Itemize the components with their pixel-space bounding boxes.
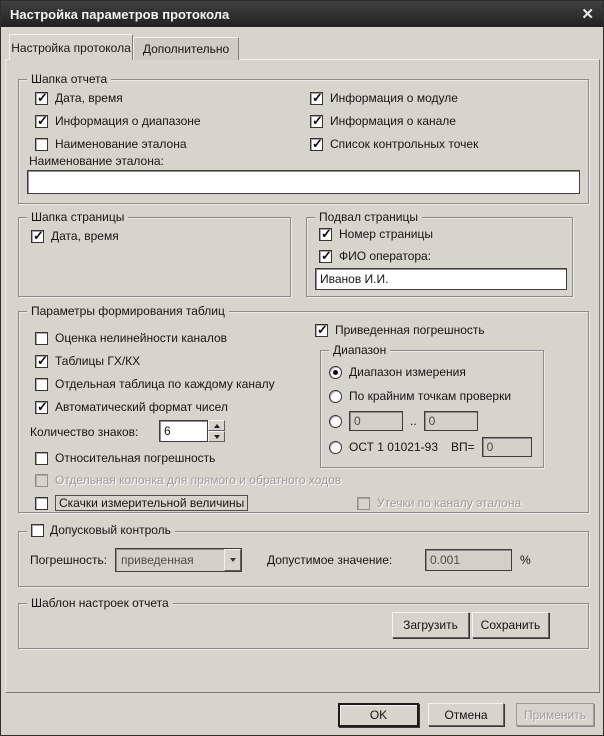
report-header-group	[18, 72, 589, 204]
group-legend: Подвал страницы	[315, 210, 422, 224]
group-legend: Параметры формирования таблиц	[27, 304, 229, 318]
tab-label: Дополнительно	[142, 42, 230, 56]
save-button[interactable]	[472, 612, 549, 638]
checkbox-etalon-leaks	[357, 495, 521, 511]
checkbox-date-time[interactable]	[35, 90, 123, 106]
checkbox-unchecked-icon	[35, 474, 48, 487]
tab-label: Настройка протокола	[11, 40, 131, 55]
error-type-label: Погрешность:	[30, 553, 108, 567]
checkbox-unchecked-icon	[35, 452, 48, 465]
allowed-value-input[interactable]	[425, 549, 512, 571]
checkbox-relative-error[interactable]	[35, 450, 215, 466]
etalon-name-label: Наименование эталона:	[29, 154, 164, 168]
checkbox-control-points[interactable]	[310, 136, 478, 152]
radio-label: ОСТ 1 01021-93	[349, 440, 438, 454]
tolerance-control-group	[18, 523, 589, 587]
checkbox-range-info[interactable]	[35, 113, 201, 129]
checkbox-checked-icon	[35, 355, 48, 368]
ok-button[interactable]	[338, 703, 419, 727]
cancel-button[interactable]	[428, 703, 504, 726]
radio-ost-standard[interactable]	[329, 437, 532, 457]
checkbox-checked-icon	[319, 250, 332, 263]
checkbox-label: Информация о модуле	[330, 91, 458, 105]
checkbox-checked-icon	[319, 228, 332, 241]
checkbox-label: Дата, время	[51, 229, 119, 243]
checkbox-label: Автоматический формат чисел	[55, 400, 228, 414]
checkbox-checked-icon	[310, 138, 323, 151]
digits-count-input[interactable]	[159, 420, 208, 442]
checkbox-checked-icon	[310, 92, 323, 105]
vp-input[interactable]	[482, 437, 532, 457]
tab-additional[interactable]	[133, 37, 239, 60]
radio-extreme-points[interactable]	[329, 388, 511, 404]
checkbox-reduced-error[interactable]	[315, 322, 485, 338]
button-label: OK	[369, 708, 388, 722]
etalon-name-input[interactable]	[27, 170, 580, 194]
window-title: Настройка параметров протокола	[10, 6, 230, 22]
title-bar	[1, 1, 603, 27]
button-label: Применить	[523, 707, 586, 722]
checkbox-label: Номер страницы	[339, 227, 433, 241]
selected-option-label: приведенная	[121, 553, 194, 567]
checkbox-separate-column	[35, 472, 341, 488]
checkbox-checked-icon	[35, 115, 48, 128]
checkbox-label: Информация о диапазоне	[55, 114, 201, 128]
spin-down-icon[interactable]	[208, 431, 225, 442]
checkbox-label: Отдельная таблица по каждому каналу	[55, 377, 275, 391]
checkbox-label: Отдельная колонка для прямого и обратного ходов	[55, 473, 342, 487]
checkbox-unchecked-icon	[35, 138, 48, 151]
report-template-group	[18, 596, 589, 649]
radio-unselected-icon	[329, 441, 342, 454]
checkbox-page-number[interactable]	[319, 226, 433, 242]
checkbox-label: Наименование эталона	[55, 137, 187, 151]
percent-label: %	[520, 553, 531, 567]
radio-custom-range[interactable]	[329, 411, 478, 431]
range-to-input[interactable]	[424, 411, 478, 431]
dropdown-arrow-icon[interactable]	[224, 549, 241, 571]
checkbox-label: ФИО оператора:	[339, 249, 432, 263]
allowed-value-label: Допустимое значение:	[267, 553, 393, 567]
checkbox-label: Скачки измерительной величины	[55, 495, 248, 511]
checkbox-module-info[interactable]	[310, 90, 458, 106]
digits-count-label: Количество знаков:	[30, 425, 139, 439]
checkbox-checked-icon	[31, 230, 44, 243]
digits-count-stepper	[159, 420, 225, 442]
checkbox-checked-icon	[315, 324, 328, 337]
checkbox-label: Относительная погрешность	[55, 451, 216, 465]
checkbox-unchecked-icon	[35, 332, 48, 345]
page-footer-group	[306, 210, 573, 297]
close-icon[interactable]: ✕	[581, 5, 594, 23]
checkbox-label: Допусковый контроль	[50, 523, 171, 537]
radio-unselected-icon	[329, 415, 342, 428]
checkbox-checked-icon	[35, 401, 48, 414]
checkbox-unchecked-icon	[35, 378, 48, 391]
checkbox-unchecked-icon	[31, 524, 44, 537]
group-legend: Диапазон	[329, 343, 390, 357]
checkbox-channel-info[interactable]	[310, 113, 456, 129]
radio-label: По крайним точкам проверки	[349, 389, 512, 403]
radio-measure-range[interactable]	[329, 364, 466, 380]
range-from-input[interactable]	[349, 411, 403, 431]
range-dots-label: ..	[410, 414, 417, 428]
checkbox-tolerance-control[interactable]	[27, 523, 175, 537]
checkbox-checked-icon	[310, 115, 323, 128]
checkbox-unchecked-icon	[35, 497, 48, 510]
radio-label: Диапазон измерения	[349, 365, 466, 379]
checkbox-measure-jumps[interactable]	[35, 495, 248, 511]
checkbox-etalon-name[interactable]	[35, 136, 187, 152]
checkbox-auto-number-format[interactable]	[35, 399, 228, 415]
checkbox-checked-icon	[35, 92, 48, 105]
checkbox-nonlinearity[interactable]	[35, 330, 227, 346]
checkbox-label: Утечки по каналу эталона	[377, 496, 522, 510]
group-legend: Шаблон настроек отчета	[27, 596, 173, 610]
checkbox-label: Список контрольных точек	[330, 137, 479, 151]
group-legend: Шапка страницы	[27, 210, 128, 224]
page-header-group	[18, 210, 291, 297]
checkbox-label: Дата, время	[55, 91, 123, 105]
apply-button	[516, 703, 594, 726]
checkbox-label: Информация о канале	[330, 114, 456, 128]
button-label: Отмена	[444, 707, 488, 722]
checkbox-label: Оценка нелинейности каналов	[55, 331, 228, 345]
range-group	[320, 343, 544, 468]
tab-protocol-settings[interactable]	[9, 34, 133, 60]
checkbox-unchecked-icon	[357, 497, 370, 510]
radio-selected-icon	[329, 366, 342, 379]
vp-label: ВП=	[451, 440, 475, 454]
checkbox-label: Приведенная погрешность	[335, 323, 485, 337]
error-type-select[interactable]	[115, 548, 242, 572]
spin-up-icon[interactable]	[208, 420, 225, 431]
checkbox-gx-kx-tables[interactable]	[35, 353, 140, 369]
table-params-group	[18, 304, 589, 513]
button-label: Загрузить	[403, 618, 458, 632]
radio-unselected-icon	[329, 390, 342, 403]
checkbox-operator-name[interactable]	[319, 248, 431, 264]
group-legend: Шапка отчета	[27, 72, 111, 86]
checkbox-label: Таблицы ГХ/КХ	[55, 354, 141, 368]
checkbox-separate-table[interactable]	[35, 376, 275, 392]
load-button[interactable]	[392, 612, 469, 638]
button-label: Сохранить	[480, 618, 541, 632]
checkbox-page-date-time[interactable]	[31, 228, 119, 244]
operator-name-input[interactable]	[315, 268, 567, 290]
